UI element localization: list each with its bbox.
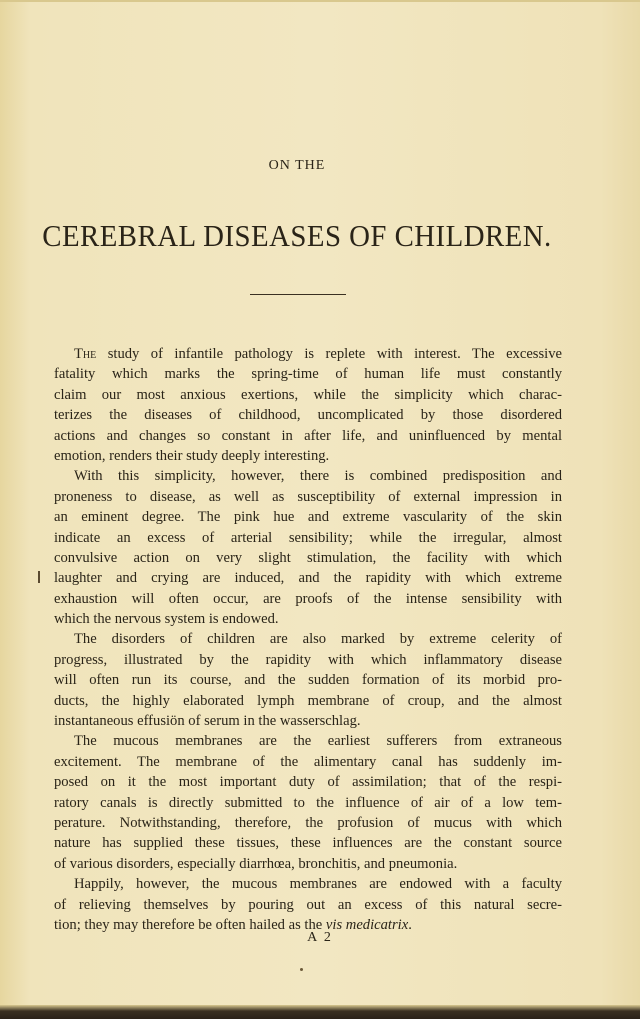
text-line — [54, 507, 562, 527]
text-line — [54, 589, 562, 609]
text-line — [54, 568, 562, 588]
text-line — [54, 405, 562, 425]
line-tail: . — [408, 916, 412, 933]
chapter-title: CEREBRAL DISEASES OF CHILDREN. — [42, 218, 552, 253]
text-line — [54, 854, 562, 874]
text-line — [54, 670, 562, 690]
small-caps-word: The — [74, 346, 97, 362]
line-text: perature. Notwithstanding, therefore, the profusion of mucus with which — [54, 814, 562, 831]
text-line — [54, 548, 562, 568]
body-text — [54, 344, 562, 935]
line-text: of relieving themselves by pouring out an excess of this natural secre- — [54, 896, 562, 913]
text-line — [54, 895, 562, 915]
text-line — [54, 609, 562, 629]
italic-phrase: vis medicatrix — [325, 916, 409, 933]
line-text: Happily, however, the mucous membranes are endowed with a faculty — [74, 876, 562, 893]
heading-prelude: ON THE — [268, 158, 326, 173]
line-text: fatality which marks the spring-time of human life must constantly — [54, 366, 562, 383]
page-top-edge — [0, 0, 640, 2]
line-text: convulsive action on very slight stimulation, the facility with which — [54, 549, 562, 566]
text-line — [54, 528, 562, 548]
line-text: ducts, the highly elaborated lymph membrane of croup, and the almost — [54, 692, 562, 709]
text-line — [54, 364, 562, 384]
text-line — [54, 344, 562, 364]
line-text: instantaneous effusiön of serum in the wasserschlag. — [54, 713, 361, 730]
text-line — [54, 487, 562, 507]
text-line — [54, 629, 562, 649]
text-line — [54, 466, 562, 486]
text-line — [54, 385, 562, 405]
text-line — [54, 813, 562, 833]
line-text: will often run its course, and the sudden formation of its morbid pro- — [54, 672, 562, 689]
text-line — [54, 752, 562, 772]
margin-mark — [38, 571, 40, 583]
ink-speck — [300, 968, 303, 971]
text-line — [54, 833, 562, 853]
title-divider-rule — [250, 294, 346, 295]
line-text: With this simplicity, however, there is combined predisposition and — [74, 468, 562, 485]
text-line — [54, 650, 562, 670]
signature-mark: A 2 — [307, 930, 333, 945]
line-text: actions and changes so constant in after life, and uninfluenced by mental — [54, 427, 562, 444]
text-line — [54, 711, 562, 731]
line-text: nature has supplied these tissues, these influences are the constant source — [54, 835, 562, 852]
line-text: study of infantile pathology is replete with interest. The excessive — [96, 346, 562, 362]
line-text: The disorders of children are also marked by extreme celerity of — [74, 631, 562, 648]
line-text: The mucous membranes are the earliest sufferers from extraneous — [74, 733, 562, 750]
text-line — [54, 793, 562, 813]
text-line — [54, 691, 562, 711]
text-line — [54, 446, 562, 466]
line-text: an eminent degree. The pink hue and extreme vascularity of the skin — [54, 509, 562, 526]
line-text: claim our most anxious exertions, while the simplicity which charac- — [54, 386, 562, 403]
text-line — [54, 731, 562, 751]
line-text: indicate an excess of arterial sensibility; while the irregular, almost — [54, 529, 562, 546]
line-text: excitement. The membrane of the alimentary canal has suddenly im- — [54, 753, 562, 770]
line-text: which the nervous system is endowed. — [54, 611, 279, 628]
line-text: terizes the diseases of childhood, uncomplicated by those disordered — [54, 407, 562, 424]
line-text: ratory canals is directly submitted to the influence of air of a low tem- — [54, 794, 562, 811]
line-text: posed on it the most important duty of assimilation; that of the respi- — [54, 774, 562, 791]
text-line — [54, 772, 562, 792]
line-text: tion; they may therefore be often hailed as the — [54, 916, 326, 933]
line-text: exhaustion will often occur, are proofs of the intense sensibility with — [54, 590, 562, 607]
line-text: progress, illustrated by the rapidity with which inflammatory disease — [54, 651, 562, 668]
line-text: of various disorders, especially diarrhœa, bronchitis, and pneumonia. — [54, 855, 458, 872]
page-bottom-edge — [0, 1005, 640, 1019]
text-line — [54, 426, 562, 446]
line-text: emotion, renders their study deeply interesting. — [54, 447, 330, 464]
line-text: proneness to disease, as well as susceptibility of external impression in — [54, 488, 562, 505]
line-text: laughter and crying are induced, and the rapidity with which extreme — [54, 570, 562, 587]
text-line — [54, 874, 562, 894]
